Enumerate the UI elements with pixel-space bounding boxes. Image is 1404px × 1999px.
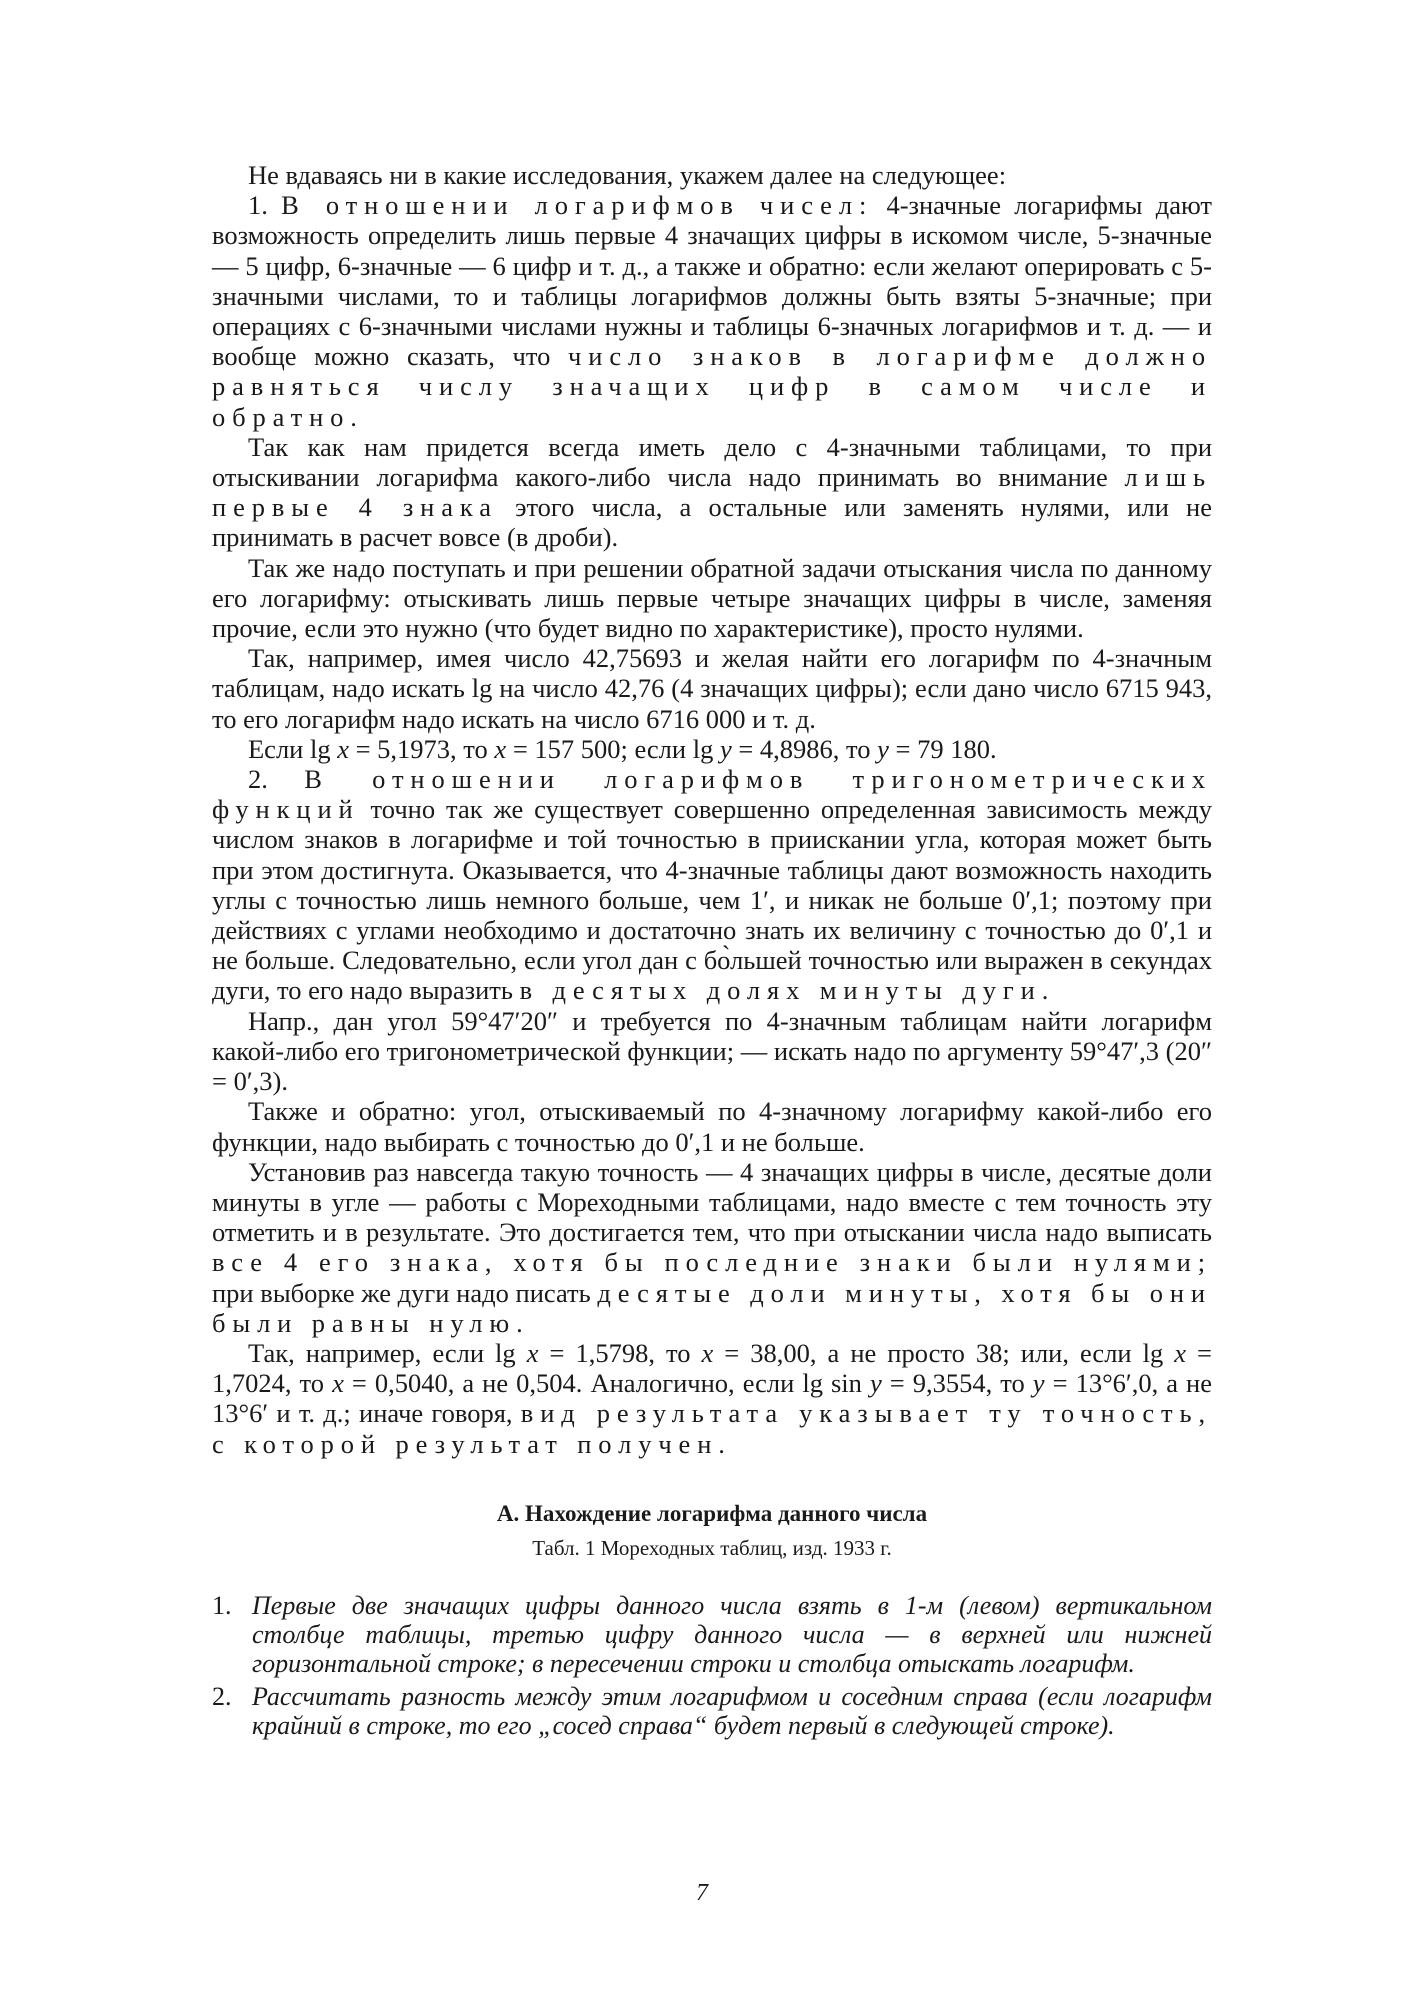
paragraph bbox=[212, 734, 1212, 764]
text-run: = 4,8986, то bbox=[731, 733, 878, 764]
paragraph bbox=[212, 643, 1212, 734]
instruction-number: 2. bbox=[212, 1681, 232, 1711]
text-run: Так, например, если lg bbox=[248, 1337, 527, 1368]
italic-variable: x bbox=[494, 733, 507, 764]
italic-variable: x bbox=[332, 1368, 344, 1399]
text-run: Также и обратно: угол, отыскиваемый по 4-значному логарифму какой-либо его функции, надо выбирать с точностью до 0′,1 и не больше. bbox=[212, 1096, 1212, 1157]
spaced-emphasis: в десятых долях минуты дуги. bbox=[519, 975, 1056, 1006]
spaced-emphasis: все 4 его знака, хотя бы последние знаки были нулями; bbox=[212, 1247, 1212, 1278]
page-content bbox=[212, 160, 1212, 1744]
section-subtitle: Табл. 1 Мореходных таблиц, изд. 1933 г. bbox=[532, 1535, 892, 1560]
paragraph bbox=[212, 1338, 1212, 1459]
instruction-list bbox=[212, 1591, 1212, 1740]
text-run: Так как нам придется всегда иметь дело с 4-значными таблицами, то при отыскивании логарифма какого-либо числа надо принимать во внимание bbox=[212, 431, 1212, 493]
text-run: Так, например, имея число 42,75693 и желая найти его логарифм по 4-значным таблицам, надо искать lg на число 42,76 (4 значащих цифры); если дано число 6715 943, то его логарифм надо искать на число 6716 000 и т. д. bbox=[212, 643, 1212, 734]
paragraph bbox=[212, 160, 1212, 190]
spaced-emphasis: В отношении логарифмов тригонометрических функций bbox=[212, 764, 1212, 825]
italic-variable: x bbox=[526, 1337, 539, 1368]
text-run: 1. bbox=[248, 190, 282, 221]
spaced-emphasis: В отношении логарифмов чисел: bbox=[281, 190, 874, 221]
instruction-text: Рассчитать разность между этим логарифмом и соседним справа (если логарифм крайний в строке, то его „сосед справа“ будет первый в следующей строке). bbox=[252, 1681, 1212, 1740]
text-run: при выборке же дуги надо писать bbox=[212, 1277, 598, 1308]
text-run: Если lg bbox=[248, 733, 338, 764]
text-run: Установив раз навсегда такую точность — 4 значащих цифры в числе, десятые доли минуты в угле — работы с Мореходными таблицами, надо вместе с тем точность эту отметить и в результате. Это достигается тем, что при отыскании числа надо выписать bbox=[212, 1156, 1212, 1248]
text-run: = 0,5040, а не 0,504. Аналогично, если lg sin bbox=[343, 1368, 870, 1399]
instruction-text: Первые две значащих цифры данного числа взять в 1-м (левом) вертикальном столбце таблицы, третью цифру данного числа — в верхней или нижней горизонтальной строке; в пересечении строки и столбца отыскать логарифм. bbox=[252, 1590, 1212, 1678]
paragraph bbox=[212, 432, 1212, 553]
spaced-emphasis: лишь первые 4 знака bbox=[212, 462, 1212, 523]
paragraph bbox=[212, 764, 1212, 1006]
text-run: = 1,5798, то bbox=[538, 1337, 702, 1368]
spaced-emphasis: десятые доли минуты, хотя бы они были равны нулю. bbox=[212, 1277, 1212, 1338]
text-run: = 157 500; если lg bbox=[506, 733, 720, 764]
page-number: 7 bbox=[696, 1880, 708, 1906]
text-run: = 1,7024, то bbox=[212, 1337, 1212, 1399]
instruction-number: 1. bbox=[212, 1590, 232, 1620]
instruction-item bbox=[212, 1591, 1212, 1678]
text-run: 2. bbox=[248, 764, 305, 795]
paragraph bbox=[212, 1006, 1212, 1097]
italic-variable: x bbox=[337, 733, 349, 764]
italic-variable: y bbox=[877, 733, 889, 764]
paragraph bbox=[212, 1096, 1212, 1156]
text-run: Так же надо поступать и при решении обратной задачи отыскания числа по данному его логарифму: отыскивать лишь первые четыре значащих цифры в числе, заменяя прочие, если это нужно (что будет видно по характеристике), просто нулями. bbox=[212, 552, 1212, 644]
text-run: = 13°6′,0, а не 13°6′ и т. д.; иначе говоря, bbox=[212, 1368, 1213, 1429]
spaced-emphasis: вид результата указывает ту точность, с которой результат получен. bbox=[212, 1398, 1212, 1459]
section-title: А. Нахождение логарифма данного числа bbox=[496, 1500, 928, 1526]
text-run: = 5,1973, то bbox=[348, 733, 495, 764]
paragraph bbox=[212, 553, 1212, 644]
text-run: точно так же существует совершенно определенная зависимость между числом знаков в логарифме и той точностью в приискании угла, которая может быть при этом достигнута. Оказывается, что 4-значные таблицы дают возможность находить углы с точностью лишь немного больше, чем 1′, и никак не больше 0′,1; поэтому при действиях с углами необходимо и достаточно знать их величину с точностью до 0′,1 и не больше. Следовательно, если угол дан с бо̀льшей точностью или выражен в секундах дуги, то его надо выразить bbox=[212, 794, 1212, 1006]
italic-variable: x bbox=[701, 1337, 714, 1368]
italic-variable: y bbox=[1032, 1368, 1045, 1399]
text-run: этого числа, а остальные или заменять нулями, или не принимать в расчет вовсе (в дроби). bbox=[212, 492, 1212, 553]
italic-variable: y bbox=[869, 1368, 882, 1399]
paragraph bbox=[212, 190, 1212, 432]
italic-variable: x bbox=[1174, 1337, 1187, 1368]
text-run: Напр., дан угол 59°47′20″ и требуется по 4-значным таблицам найти логарифм какой-либо его тригонометрической функции; — искать надо по аргументу 59°47′,3 (20″ = 0′,3). bbox=[212, 1005, 1212, 1097]
text-run: = 79 180. bbox=[888, 733, 997, 764]
text-run: = 9,3554, то bbox=[881, 1368, 1033, 1399]
body-text bbox=[212, 160, 1212, 1459]
text-run: = 38,00, а не просто 38; или, если lg bbox=[713, 1337, 1175, 1368]
text-run: 4-значные логарифмы дают возможность определить лишь первые 4 значащих цифры в искомом числе, 5-значные — 5 цифр, 6-значные — 6 цифр и т. д., а также и обратно: если желают оперировать с 5-значными числами, то и таблицы логарифмов должны быть взяты 5-значные; при операциях с 6-значными числами нужны и таблицы 6-значных логарифмов и т. д. — и вообще можно сказать, что bbox=[212, 190, 1213, 372]
paragraph bbox=[212, 1157, 1212, 1338]
instruction-item bbox=[212, 1682, 1212, 1740]
italic-variable: y bbox=[719, 733, 732, 764]
spaced-emphasis: число знаков в логарифме должно равняться числу значащих цифр в самом числе и обратно. bbox=[212, 341, 1212, 432]
text-run: Не вдаваясь ни в какие исследования, укажем далее на следующее: bbox=[248, 160, 1007, 190]
